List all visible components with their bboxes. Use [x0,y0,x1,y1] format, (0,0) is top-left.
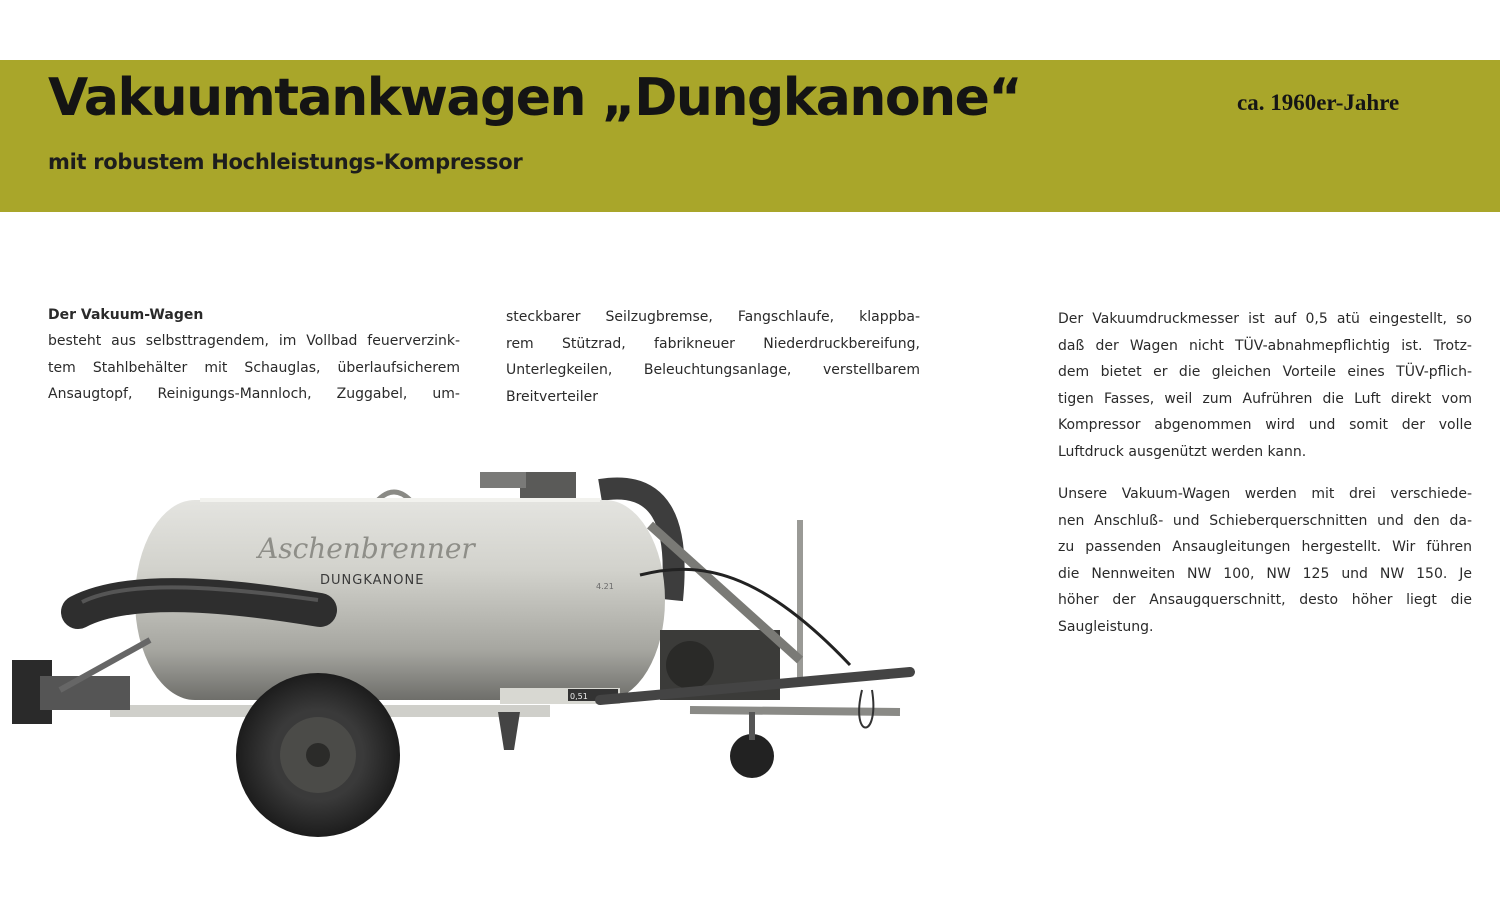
pto-shaft-shape [690,710,900,712]
text-column-1 [48,302,460,408]
text-line: Unterlegkeilen, Beleuchtungsanlage, verstellbarem [506,362,920,378]
text-line: Luftdruck ausgenützt werden kann. [1058,443,1307,460]
tank-brand-text: Aschenbrenner [258,532,475,565]
text-line: Breitverteiler [506,388,598,405]
page-subtitle: mit robustem Hochleistungs-Kompressor [48,150,523,174]
paragraph-2 [1058,481,1472,640]
text-line: Kompressor abgenommen wird und somit der volle [1058,417,1472,433]
text-line: steckbarer Seilzugbremse, Fangschlaufe, klappba- [506,309,920,325]
tank-model-text: DUNGKANONE [320,573,425,588]
vacuum-tank-wagon-photo [0,455,930,845]
text-line: die Nennweiten NW 100, NW 125 und NW 150. Je [1058,565,1472,582]
paragraph-1 [1058,306,1472,465]
text-line: Ansaugtopf, Reinigungs-Mannloch, Zuggabel, um- [48,386,460,402]
support-wheel-shape [730,734,774,778]
tank-mark-text: 4.21 [596,582,614,591]
text-line: tem Stahlbehälter mit Schauglas, überlaufsicherem [48,359,460,376]
header-banner [0,60,1500,212]
text-line: Saugleistung. [1058,618,1154,635]
text-line: daß der Wagen nicht TÜV-abnahmepflichtig ist. Trotz- [1058,337,1472,354]
text-line: Der Vakuumdruckmesser ist auf 0,5 atü eingestellt, so [1058,311,1472,327]
text-line: tigen Fasses, weil zum Aufrühren die Luft direkt vom [1058,390,1472,407]
text-line: nen Anschluß- und Schieberquerschnitten und den da- [1058,512,1472,529]
text-column-2 [506,304,920,410]
text-line: rem Stützrad, fabrikneuer Niederdruckbereifung, [506,335,920,352]
coiled-hose-shape [78,595,320,612]
text-line: besteht aus selbsttragendem, im Vollbad feuerverzink- [48,333,460,349]
text-line: dem bietet er die gleichen Vorteile eines TÜV-pflich- [1058,364,1472,380]
frame-plate-text: 0,51 [570,692,588,701]
page-title: Vakuumtankwagen „Dungkanone“ [48,68,1022,128]
era-label: ca. 1960er-Jahre [1237,90,1400,115]
text-column-3 [1058,306,1472,640]
text-line: Unsere Vakuum-Wagen werden mit drei verschiede- [1058,486,1472,502]
text-line: zu passenden Ansaugleitungen hergestellt. Wir führen [1058,539,1472,555]
section-heading: Der Vakuum-Wagen [48,307,204,323]
text-line: höher der Ansaugquerschnitt, desto höher liegt die [1058,592,1472,608]
